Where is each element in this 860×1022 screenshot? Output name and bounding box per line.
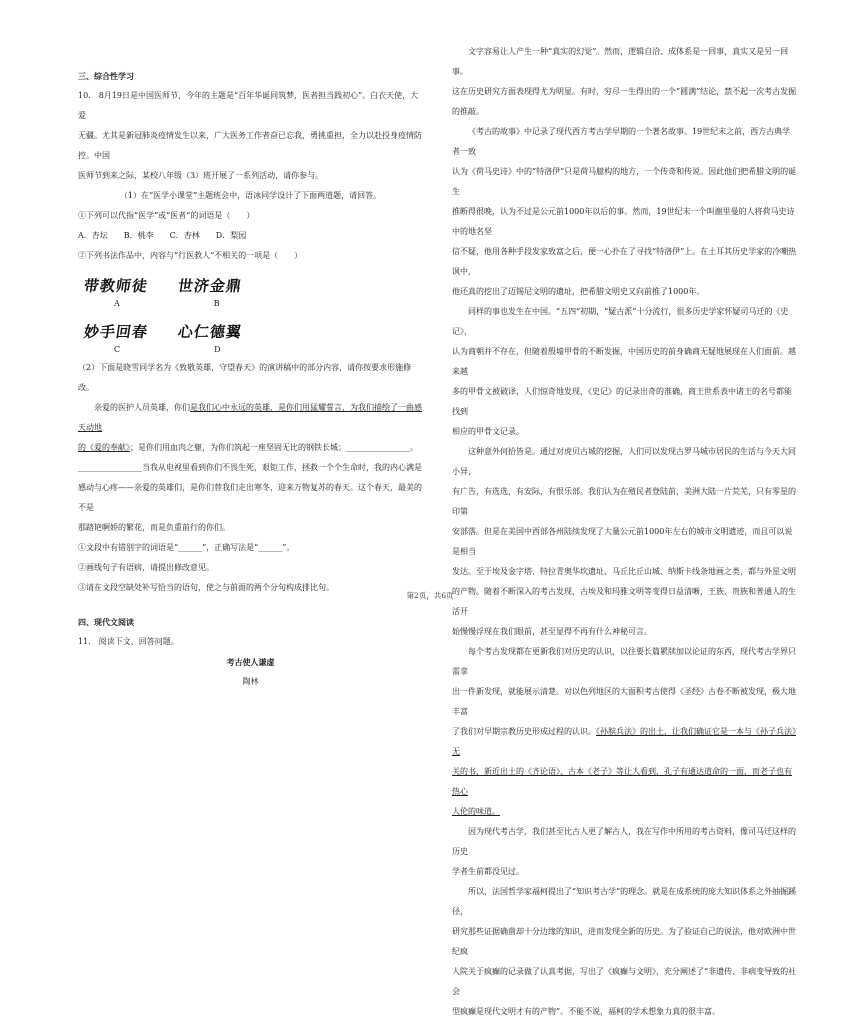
para5-line1: 每个考古发现都在更新我们对历史的认识，以往要长篇累牍加以论证的东西，现代考古学界只需拿 bbox=[452, 647, 796, 676]
speech-line1-a: 亲爱的医护人员英雄，你们 bbox=[94, 403, 190, 412]
para2-line5: 他还真的挖出了迈锡尼文明的遗址，把希腊文明史又向前推了1000年。 bbox=[452, 287, 705, 296]
para4-line5: 的产物。随着不断深入的考古发现，古埃及和玛雅文明等变得日益清晰，王族、贵族和普通人的生活开 bbox=[452, 587, 796, 616]
q11-prompt: 11. 阅读下文，回答问题。 bbox=[78, 637, 179, 646]
sub2-q3: ③请在文段空缺处补写恰当的语句，使之与前面的两个分句构成排比句。 bbox=[78, 583, 334, 592]
calligraphy-row-2 bbox=[78, 314, 423, 342]
label-a: A bbox=[114, 299, 120, 308]
para2-line2: 认为《荷马史诗》中的“特洛伊”只是荷马臆构的地方，一个传奇和传说。因此他们把希腊文明的诞生 bbox=[452, 167, 797, 196]
calligraphy-b: 世济金鼎 bbox=[176, 277, 244, 295]
para5-line3-a: 了我们对早期宗教历史形成过程的认识。 bbox=[452, 727, 596, 736]
right-column bbox=[452, 42, 797, 1022]
para5-underlined-1: 《孙膑兵法》的出土，让我们确证它是一本与《孙子兵法》无 bbox=[452, 727, 796, 756]
speech-underlined-1: 是我们心中永远的英雄，是你们用猛耀誓言，为我们描绘了一曲感天动地 bbox=[78, 403, 422, 432]
calligraphy-a: 带教师徒 bbox=[82, 277, 150, 295]
sub2-q2: ②画线句子有语病，请提出修改意见。 bbox=[78, 563, 214, 572]
section4-title: 四、现代文阅读 bbox=[78, 617, 134, 627]
calligraphy-c: 妙手回春 bbox=[82, 323, 150, 341]
speech-line2-b: ；是你们用血肉之躯，为你们筑起一座坚固无比的钢铁长城；________________。 bbox=[130, 443, 418, 452]
para5-underlined-3: 人伦的味道。 bbox=[452, 807, 500, 816]
q10-line1: 10. 8月19日是中国医师节，今年的主题是“百年华诞同筑梦，医者担当践初心”。白衣天使，大爱 bbox=[78, 91, 419, 120]
page-footer: 第2页，共6页 bbox=[406, 591, 454, 600]
speech-line1 bbox=[78, 398, 423, 438]
para1-line3: 的推敲。 bbox=[452, 107, 484, 116]
para7-line3: 人院关于疯癫的记录做了认真考据，写出了《疯癫与文明》，充分阐述了“非遗传、非病变导致的社会 bbox=[452, 967, 797, 996]
q10-line2: 无疆。尤其是新冠肺炎疫情发生以来，广大医务工作者奋已忘我，勇挑重担，全力以赴投身疫情防控。中国 bbox=[78, 131, 422, 160]
section3-title: 三、综合性学习 bbox=[78, 71, 134, 81]
label-d: D bbox=[214, 345, 221, 354]
para3-line2: 认为商朝并不存在，但随着殷墟甲骨的不断发掘，中国历史的前身确商无疑地展现在人们面前。越来越 bbox=[452, 347, 796, 376]
para4-line4: 发达。至于埃及金字塔、特拉青奥华坎遗址、马丘比丘山城、纳斯卡线条地画之类，都与外星文明 bbox=[452, 567, 796, 576]
para5-line2: 出一件新发现，就能展示清楚。对以色列地区的大面积考古使得《圣经》古卷不断被发现，极大地丰富 bbox=[452, 687, 796, 716]
para1-line2: 这在历史研究方面表现得尤为明显。有时，穷尽一生得出的一个“圆满”结论，禁不起一次考古发掘 bbox=[452, 87, 797, 96]
para3-line4: 相应的甲骨文记录。 bbox=[452, 427, 524, 436]
speech-line2 bbox=[78, 438, 423, 458]
para1-line1: 文字容易让人产生一种“真实的幻觉”。然而，逻辑自洽、成体系是一回事，真实又是另一回事。 bbox=[452, 47, 789, 76]
article-author: 陶林 bbox=[242, 677, 259, 686]
calligraphy-row-1 bbox=[78, 268, 423, 296]
sub2-q1: ①文段中有错别字的词语是“______”，正确写法是“______”。 bbox=[78, 543, 295, 552]
label-b: B bbox=[213, 299, 220, 308]
speech-line5: 那踏艳啊娇的繁花，而是负重前行的你们。 bbox=[78, 523, 230, 532]
para7-line2: 研究那些证据确凿却十分边缘的知识，进而发现全新的历史。为了验证自己的说法，他对欧洲中世纪疯 bbox=[452, 927, 796, 956]
para4-line2: 有广告，有选选，有安际，有恨乐部。我们认为在殖民者登陆前，美洲大陆一片荒芜，只有零星的印第 bbox=[452, 487, 796, 516]
sub1-q1: ①下列可以代指“医学”或“医者”的词语是（ ） bbox=[78, 211, 255, 220]
q10-line3: 医师节到来之际，某校八年级（3）班开展了一系列活动，请你参与。 bbox=[78, 171, 324, 180]
label-c: C bbox=[114, 345, 121, 354]
speech-line3: ________________当我从电视里看到你们不畏生死，艰钜工作，拯救一个个生命时，我的内心满是 bbox=[78, 463, 422, 472]
sub1-intro: （1）在“医学小课堂”主题班会中，语冰同学设计了下面两道题，请回答。 bbox=[119, 191, 382, 200]
para6-line2: 学者生前都没见过。 bbox=[452, 867, 524, 876]
sub1-q2: ②下列书法作品中，内容与“行医救人”不相关的一项是（ ） bbox=[78, 251, 303, 260]
para3-line1: 同样的事也发生在中国。“五四”初期，“疑古派”十分流行，很多历史学家怀疑司马迁的《史记》， bbox=[452, 307, 789, 336]
calligraphy-labels-1 bbox=[78, 296, 423, 312]
para2-line4: 信不疑，他用各种手段发家致富之后，便一心扑在了寻找“特洛伊”上。在土耳其历史学家的冷嘲热讽中， bbox=[452, 247, 797, 276]
calligraphy-d: 心仁德翼 bbox=[176, 323, 244, 341]
calligraphy-labels-2 bbox=[78, 342, 423, 358]
article-title: 考古使人谦虚 bbox=[226, 657, 275, 667]
para4-line3: 安部落。但是在美国中西部各州陆续发现了大量公元前1000年左右的城市文明遗迹，而且可以说是相当 bbox=[452, 527, 793, 556]
sub2-intro: （2）下面是晓雪同学名为《致敬英雄，守望春天》的演讲稿中的部分内容，请你按要求形施修改。 bbox=[78, 363, 412, 392]
para7-line1: 所以，法国哲学家福柯提出了“知识考古学”的理念。就是在成系统的庞大知识体系之外抽掘蹊径， bbox=[452, 887, 797, 916]
para2-line1: 《考古的故事》中记录了现代西方考古学早期的一个著名故事。19世纪末之前，西方古典学者一致 bbox=[452, 127, 791, 156]
para3-line3: 多的甲骨文被破译，人们惊奇地发现，《史记》的记录出奇的准确，商王世系表中诸王的名号都能找到 bbox=[452, 387, 792, 416]
speech-underlined-2: 的《爱的奉献》 bbox=[78, 443, 130, 452]
para5-underlined-2: 关的书，新近出土的《齐论语》、古本《老子》等让人看到，孔子有通达道命的一面，而老子也有热心 bbox=[452, 767, 792, 796]
para2-line3: 推断得很晚，认为不过是公元前1000年以后的事。然而，19世纪末一个叫谢里曼的人将荷马史诗中的地名坚 bbox=[452, 207, 795, 236]
para5-line3 bbox=[452, 722, 797, 762]
para7-line4: 型疯癫是现代文明才有的产物”。不能不说，福柯的学术想象力真的很丰富。 bbox=[452, 1007, 721, 1016]
para4-line1: 这种意外何拾皆是。通过对虎贝古城的挖掘，人们可以发现古罗马城市居民的生活与今天大同小异， bbox=[452, 447, 796, 476]
sub1-options: A．杏坛 B．桃李 C．杏林 D．梨园 bbox=[78, 231, 247, 240]
para4-line6: 始慢慢浮现在我们眼前，甚至显得不再有什么神秘可言。 bbox=[452, 627, 652, 636]
para6-line1: 因为现代考古学，我们甚至比古人更了解古人，我在写作中所用的考古资料，像司马迁这样的历史 bbox=[452, 827, 796, 856]
speech-line4: 感动与心疼——亲爱的英雄们，是你们替我们走出寒冬，迎来万物复苏的春天。这个春天，最美的不是 bbox=[78, 483, 422, 512]
